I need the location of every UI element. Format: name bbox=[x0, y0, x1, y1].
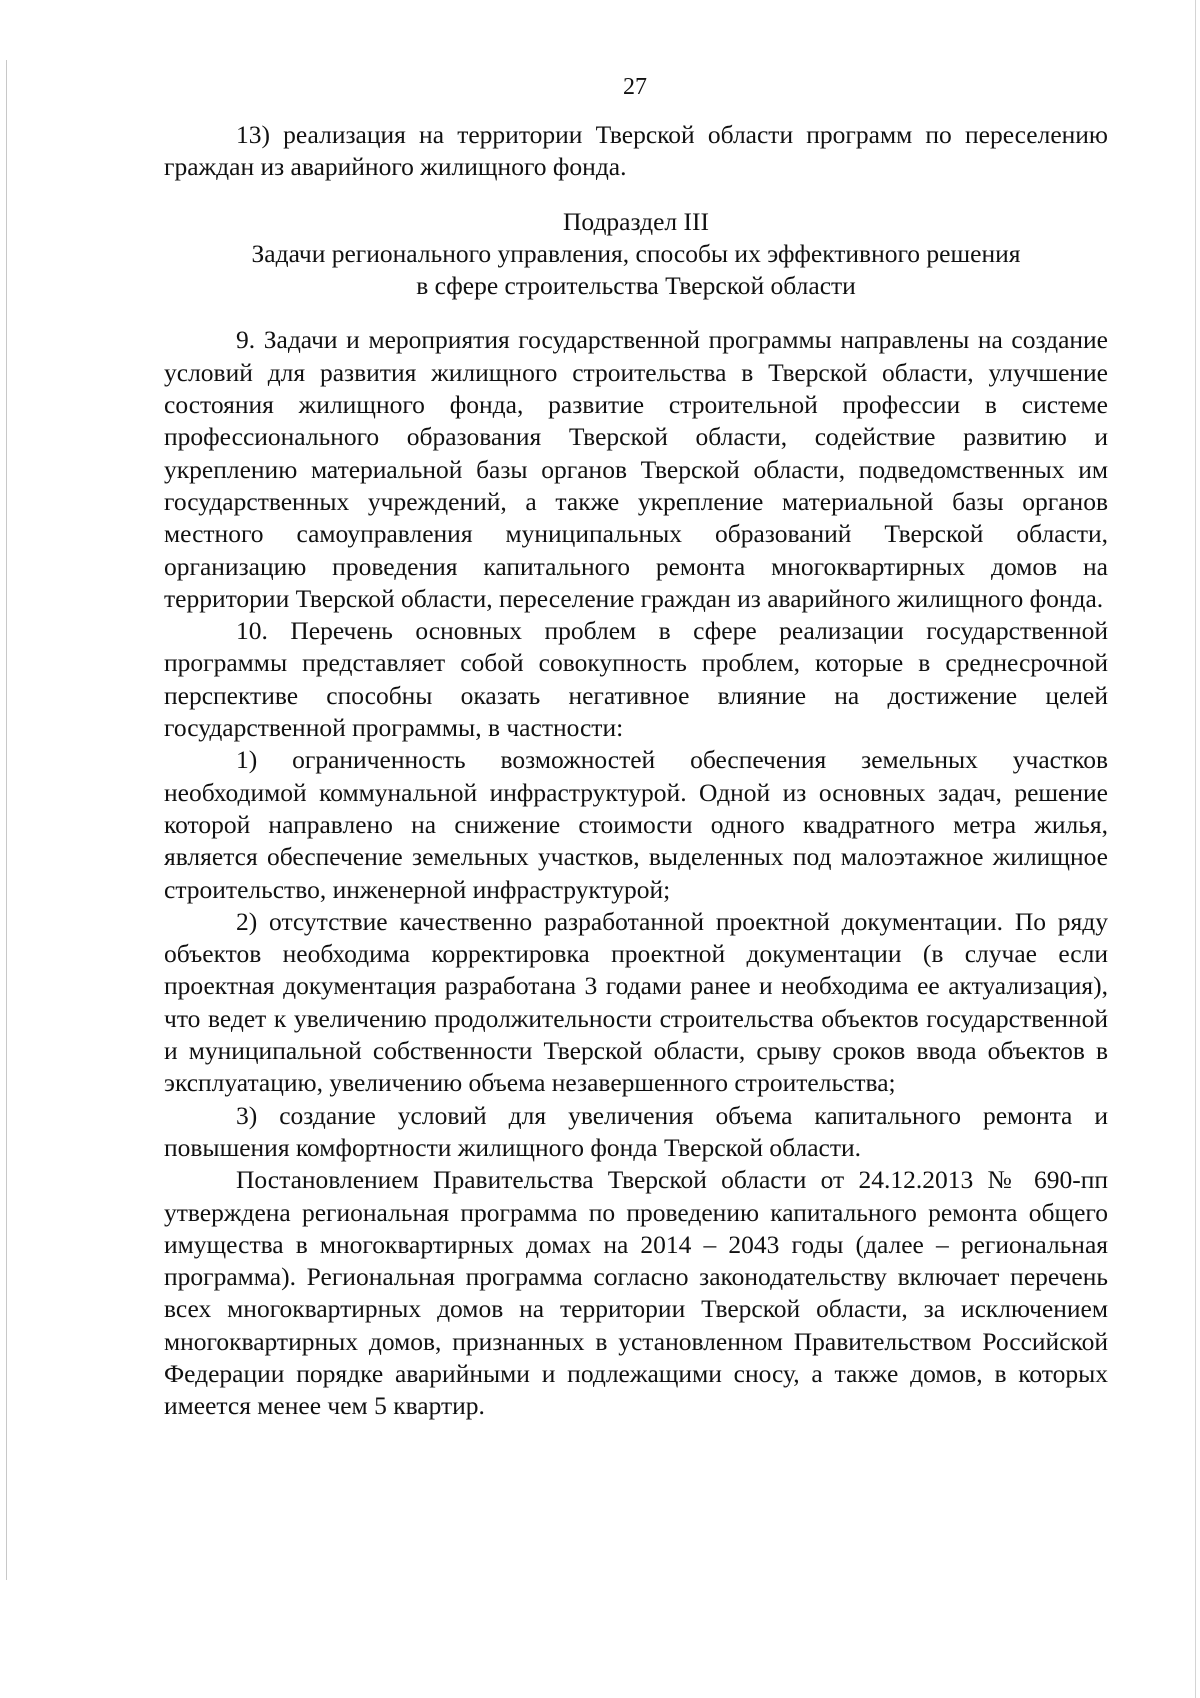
document-body bbox=[164, 119, 1108, 1423]
list-item-3: 3) создание условий для увеличения объема капитального ремонта и повышения комфортности жилищного фонда Тверской области. bbox=[164, 1100, 1108, 1162]
spacer bbox=[164, 184, 1108, 206]
paragraph-item-13: 13) реализация на территории Тверской области программ по переселению граждан из аварийного жилищного фонда. bbox=[164, 120, 1108, 182]
paragraph-resolution: Постановлением Правительства Тверской области от 24.12.2013 № 690-пп утверждена региональная программа по проведению капитального ремонта общего имущества в многоквартирных домах на 2014 – 2043 годы (далее – региональная программа). Региональная программа согласно законодательству включает перечень всех многоквартирных домов на территории Тверской области, за исключением многоквартирных домов, признанных в установленном Правительством Российской Федерации порядке аварийными и подлежащими сносу, а также домов, в которых имеется менее чем 5 квартир. bbox=[164, 1165, 1108, 1421]
page-number: 27 bbox=[623, 74, 647, 100]
paragraph-10: 10. Перечень основных проблем в сфере реализации государственной программы представляет собой совокупность проблем, которые в среднесрочной перспективе способны оказать негативное влияние на достижение целей государственной программы, в частности: bbox=[164, 616, 1108, 743]
list-item-1: 1) ограниченность возможностей обеспечения земельных участков необходимой коммунальной инфраструктурой. Одной из основных задач, решение которой направлено на снижение стоимости одного квадратного метра жилья, является обеспечение земельных участков, выделенных под малоэтажное жилищное строительство, инженерной инфраструктурой; bbox=[164, 745, 1108, 904]
section-title-line-1: Задачи регионального управления, способы их эффективного решения bbox=[251, 238, 1021, 268]
spacer bbox=[164, 302, 1108, 324]
scan-edge-right bbox=[1195, 0, 1196, 1698]
paragraph-9: 9. Задачи и мероприятия государственной программы направлены на создание условий для развития жилищного строительства в Тверской области, улучшение состояния жилищного фонда, развитие строительной профессии в системе профессионального образования Тверской области, содействие развитию и укреплению материальной базы органов Тверской области, подведомственных им государственных учреждений, а также укрепление материальной базы органов местного самоуправления муниципальных образований Тверской области, организацию проведения капитального ремонта многоквартирных домов на территории Тверской области, переселение граждан из аварийного жилищного фонда. bbox=[164, 325, 1108, 613]
scan-edge-left bbox=[6, 60, 7, 1580]
section-label: Подраздел III bbox=[563, 206, 709, 236]
list-item-2: 2) отсутствие качественно разработанной проектной документации. По ряду объектов необходима корректировка проектной документации (в случае если проектная документация разработана 3 годами ранее и необходима ее актуализация), что ведет к увеличению продолжительности строительства объектов государственной и муниципальной собственности Тверской области, срыву сроков ввода объектов в эксплуатацию, увеличению объема незавершенного строительства; bbox=[164, 906, 1108, 1098]
section-title-line-2: в сфере строительства Тверской области bbox=[416, 271, 856, 301]
